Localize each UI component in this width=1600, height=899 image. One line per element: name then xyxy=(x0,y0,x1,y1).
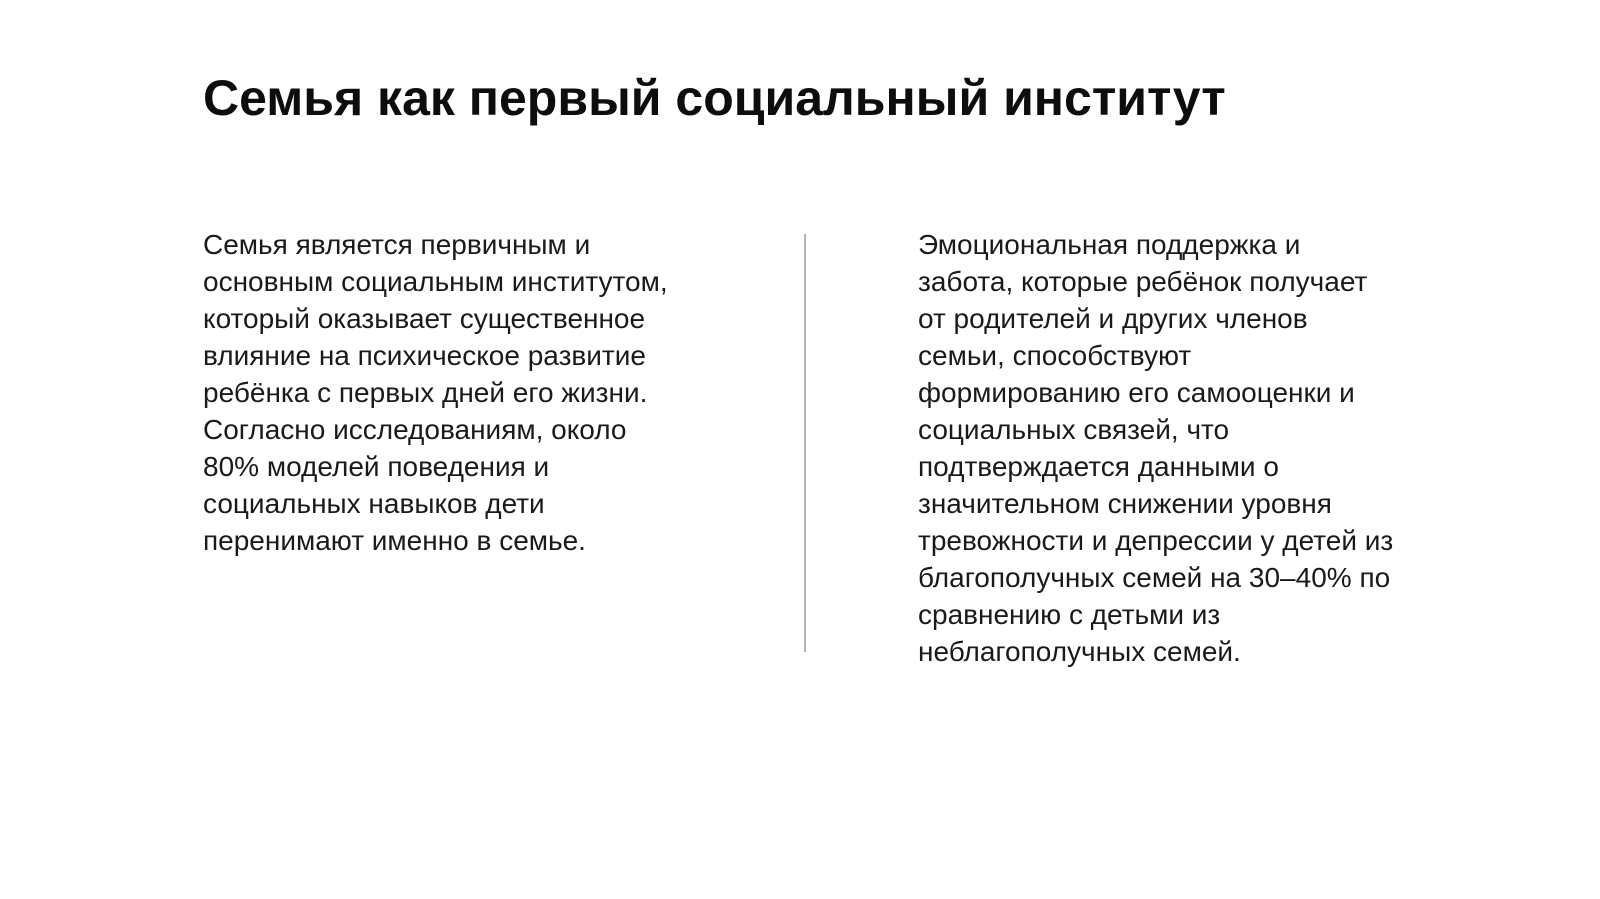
slide-title: Семья как первый социальный институт xyxy=(203,70,1226,126)
column-divider xyxy=(804,234,806,652)
left-column-text: Семья является первичным и основным социальным институтом, который оказывает существенное влияние на психическое развитие ребёнка с первых дней его жизни. Согласно исследованиям, около 80% моделей поведения и социальных навыков дети перенимают именно в семье. xyxy=(203,229,668,556)
right-column-text: Эмоциональная поддержка и забота, которые ребёнок получает от родителей и других членов семьи, способствуют формированию его самооценки и социальных связей, что подтверждается данными о значительном снижении уровня тревожности и депрессии у детей из благополучных семей на 30–40% по сравнению с детьми из неблагополучных семей. xyxy=(918,229,1394,667)
